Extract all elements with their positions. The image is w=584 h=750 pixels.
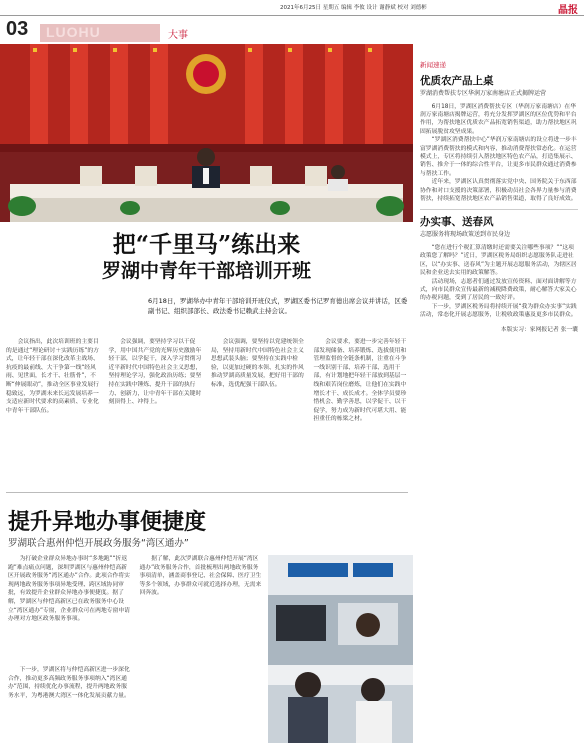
- editor-credit: 本版实习：家网报记者 张一囊: [500, 326, 578, 333]
- meeting-photo-drawing: [0, 44, 413, 222]
- service-window-photo: [268, 555, 413, 743]
- section-header: [0, 16, 300, 44]
- sidebar-paragraph: 6月18日，罗湖区消费帮扶专区（华润万家南塘店）在华润万家南塘店揭牌运营，将充分发挥罗湖区的区位优势和平台作用，为帮扶地区优质农产品拓宽销售渠道，助力帮扶地区巩固拓展脱贫攻坚成果。: [420, 103, 577, 135]
- sidebar-item1-body: [420, 103, 578, 204]
- sidebar-item2-body: [420, 244, 578, 320]
- sidebar-paragraph: 近年来，罗湖区认真贯彻落实党中央、国务院关于东西部协作和对口支援的决策部署，积极动员社会各界力量参与消费帮扶，持续拓宽帮扶地区农产品销售渠道，取得了良好成效。: [420, 179, 577, 202]
- article1-paragraph: 会议强调，要坚持以党建统领全局，坚持用新时代中国特色社会主义思想武装头脑；要坚持在实践中检验，以更加过硬的本领、扎实的作风推动罗湖高质量发展，把好用干部的标准，选优配强干部队伍。: [211, 339, 304, 388]
- section-latin: LUOHU: [46, 24, 101, 40]
- masthead-logo: 晶报: [558, 5, 578, 16]
- article2-body: [8, 555, 263, 743]
- article1-paragraph: 会议要求，要进一步完善年轻干部发现储备、培养锻炼、选拔使用和管理监督的全链条机制，注重在斗争一线识别干部、培养干部、选用干部，有计划地把年轻干部放到基层一线和艰苦岗位磨炼，让他们在实践中增长才干、成长成才。全体学员要珍惜机会、勤学善思，以学促干、以干促学，努力成为新时代可堪大用、能担重任的栋梁之材。: [313, 339, 407, 423]
- article1-headline-sub: 罗湖中青年干部培训开班: [101, 260, 311, 282]
- section-name: 大事: [168, 30, 188, 41]
- article1-headline-main: 把“千里马”练出来: [112, 231, 301, 258]
- sidebar-item1-title: 优质农产品上桌: [420, 75, 494, 87]
- article2-headline: 提升异地办事便捷度: [8, 509, 207, 535]
- meeting-photo: [0, 44, 413, 222]
- sidebar-item2-sub: 志愿服务将现场政策送到市民身边: [420, 231, 511, 239]
- sidebar-divider: [420, 209, 578, 210]
- article2-paragraph: 为打破企业群众异地办事时“多地跑”“折返跑”难点痛点问题，深圳罗湖区与惠州仲恺高新区开展政务服务“湾区通办”合作。此项合作将实现两地政务服务事项异地受理、跨区域协同审批，有效提升企业群众异地办事便捷度。据了解，罗湖区与仲恺高新区已在政务服务中心设立“湾区通办”专窗，企业群众可在两地专窗申请办理对方地区政务服务事项。: [8, 556, 130, 623]
- article1-headline: [0, 222, 413, 283]
- article1-paragraph: 会议强调，要坚持学习以干促学，用中国共产党的光辉历史激励年轻干部，以学促干，深入学习贯彻习近平新时代中国特色社会主义思想，坚持理论学习，强化政治历练；要坚持在实践中锤炼、提升干部的执行力、创新力，让中青年干部在关键时刻顶得上、冲得上。: [108, 339, 202, 406]
- sidebar-tag: 新闻速递: [420, 61, 446, 69]
- article2-paragraph: 据了解，此次罗湖联合惠州仲恺开展“湾区通办”政务服务合作，首批梳理出两地政务服务事项清单，涵盖商事登记、社会保障、医疗卫生等多个领域，办事群众可就近选择办理，无需来回奔波。: [139, 556, 262, 597]
- sidebar-paragraph: 活动现场，志愿者们通过发放宣传资料、面对面讲解等方式，向市民群众宣传最新的减税降费政策，耐心解答大家关心的办税问题，受到了居民的一致好评。: [420, 278, 577, 302]
- sidebar-paragraph: “您在进行个税汇算清缴时还需要关注哪些事项？”“这项政策您了解吗？”近日，罗湖区税务局组织志愿服务队走进社区，以“办实事、送春风”为主题开展志愿服务活动，为辖区居民和企业送去实用的政策解答。: [420, 244, 577, 277]
- news-sidebar: [420, 44, 578, 744]
- page-number: 03: [6, 18, 29, 40]
- article1-body: [6, 338, 408, 488]
- sidebar-item2-title: 办实事、送春风: [420, 216, 494, 229]
- service-window-photo-drawing: [268, 555, 413, 743]
- article2-paragraph: 下一步，罗湖区将与仲恺高新区进一步深化合作，推动更多高频政务服务事项纳入“湾区通办”范围，持续优化办事流程，提升两地政务服务水平，为粤港澳大湾区一体化发展贡献力量。: [8, 667, 130, 699]
- article1-lede: 6月18日，罗湖举办中青年干部培训开班仪式，罗湖区委书记罗育德出席会议并讲话，区委副书记、组织部部长、政法委书记赖武主持会议。: [148, 297, 408, 315]
- article-divider: [6, 492, 408, 493]
- sidebar-item1-sub: 罗湖消费帮扶专区华润万家南塘店正式揭牌运营: [420, 90, 547, 97]
- article1-paragraph: 会议指出，此次培训班的主要目的是通过“理论研讨＋实践历练”的方式，让年轻干部在深化改革主战场、抗疫的最前线、大干争第一线“经风雨、见世面，长才干、壮筋骨”，不断“伸展眼动”，推动全区事业发展行稳致远，为罗湖未来长远发展培养一支适应新时代要求的高素质、专业化中青年干部队伍。: [6, 339, 99, 414]
- sidebar-paragraph: “罗湖区消费帮扶中心”华润万家南塘店的设立将进一步丰富罗湖消费帮扶的模式和内容，推动消费帮扶常态化。在运营模式上，专区将持续引入帮扶地区特色农产品，打造集展示、销售、推介于一体的综合性平台，让更多市民群众通过消费参与帮扶工作。: [420, 137, 577, 177]
- article2-subheadline: 罗湖联合惠州仲恺开展政务服务“湾区通办”: [8, 538, 189, 549]
- issue-meta: 2021年6月25日 星期五 编辑 李攸 设计 谢静斌 校对 刘德彬: [280, 5, 427, 11]
- page-header-bar: [0, 0, 584, 16]
- sidebar-paragraph: 下一步，罗湖区税务局将持续开展“我为群众办实事”实践活动，常态化开展志愿服务，让税收政策惠及更多市民群众。: [420, 303, 577, 319]
